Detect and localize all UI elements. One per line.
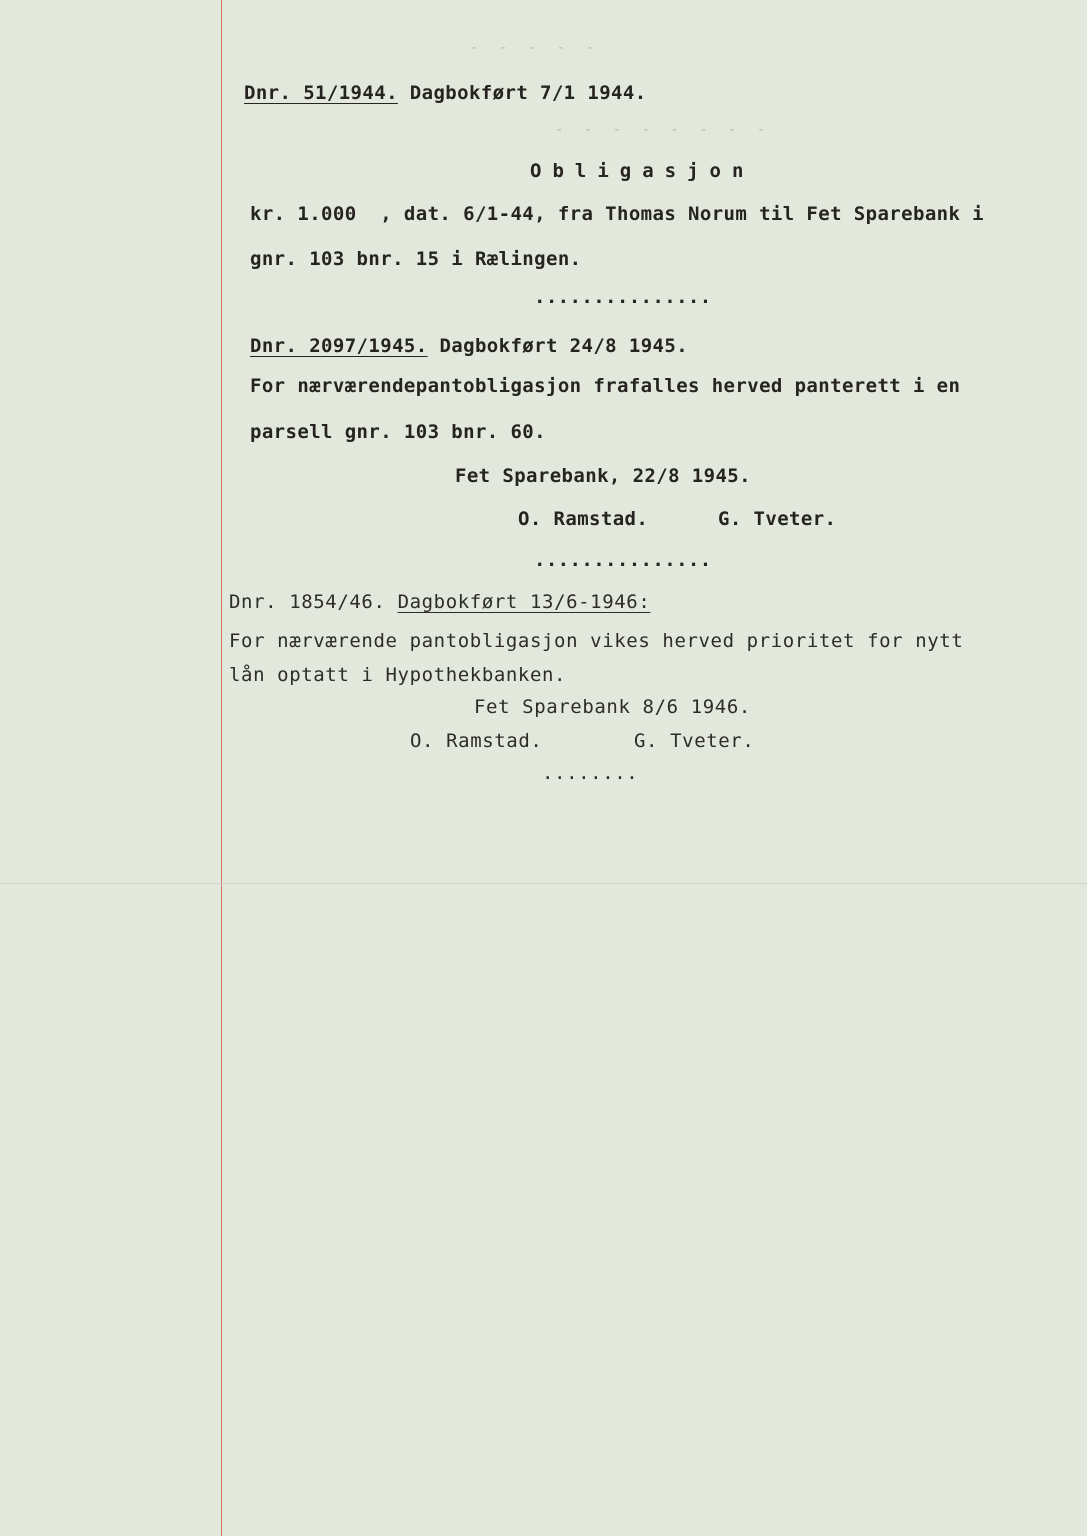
entry-2-signature-1: O. Ramstad.	[518, 508, 649, 530]
entry-2-signature-2: G. Tveter.	[718, 508, 837, 530]
entry-1-line-2: gnr. 103 bnr. 15 i Rælingen.	[250, 248, 582, 270]
entry-1-header	[244, 82, 647, 104]
entry-3-signature-1: O. Ramstad.	[410, 730, 543, 752]
entry-3-header	[229, 591, 650, 613]
entry-3-place-date: Fet Sparebank 8/6 1946.	[474, 696, 751, 718]
entry-1-ref: Dnr. 51/1944.	[244, 82, 398, 104]
margin-rule	[221, 0, 222, 1536]
entry-3-signature-2: G. Tveter.	[634, 730, 755, 752]
entry-2-line-2: parsell gnr. 103 bnr. 60.	[250, 421, 546, 443]
entry-3-ref: Dnr. 1854/46.	[229, 591, 386, 613]
faint-marks: - - - - - - - -	[555, 122, 772, 138]
entry-2-separator: ...............	[534, 549, 712, 571]
entry-3-diary: Dagbokført 13/6-1946:	[397, 591, 651, 613]
entry-1-line-1: kr. 1.000 , dat. 6/1-44, fra Thomas Norum til Fet Sparebank i	[250, 203, 985, 225]
entry-2-line-1: For nærværendepantobligasjon frafalles herved panterett i en	[250, 375, 961, 397]
entry-1-separator: ...............	[534, 286, 712, 308]
fold-crease	[0, 883, 1087, 884]
entry-3-line-1: For nærværende pantobligasjon vikes herved prioritet for nytt	[229, 630, 964, 652]
entry-2-header	[250, 335, 688, 357]
entry-3-separator: ........	[542, 762, 639, 784]
entry-2-place-date: Fet Sparebank, 22/8 1945.	[455, 465, 751, 487]
entry-1-heading: Obligasjon	[530, 160, 755, 182]
entry-2-diary: Dagbokført 24/8 1945.	[439, 335, 689, 357]
entry-1-diary: Dagbokført 7/1 1944.	[409, 82, 647, 104]
entry-2-ref: Dnr. 2097/1945.	[250, 335, 428, 357]
entry-3-line-2: lån optatt i Hypothekbanken.	[229, 664, 567, 686]
faint-marks: - - - - -	[470, 40, 600, 56]
